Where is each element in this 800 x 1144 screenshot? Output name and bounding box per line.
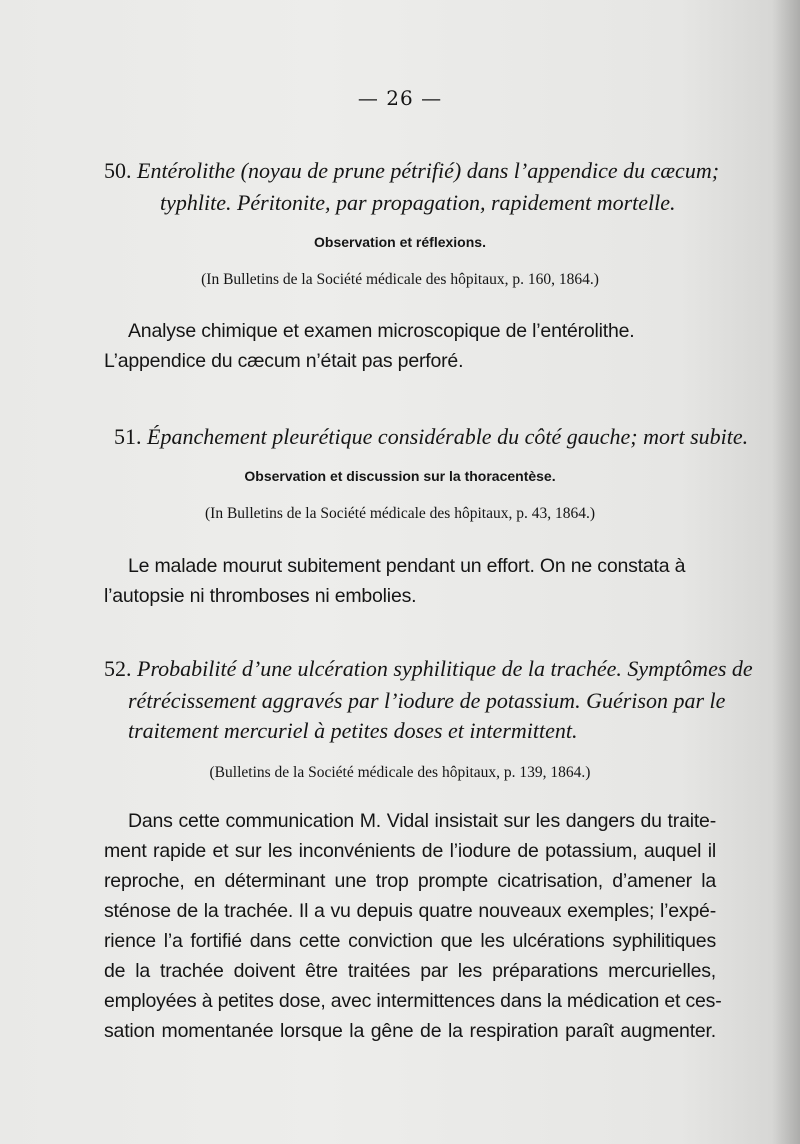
entry-51-title-line <box>114 424 748 450</box>
entry-52-body-line-6: de la trachée doivent être traitées par les préparations mercurielles, <box>104 960 716 982</box>
entry-52-body-line-5: rience l’a fortifié dans cette conviction que les ulcérations syphilitiques <box>104 930 716 952</box>
entry-50-number: 50. <box>104 158 137 183</box>
entry-52-body-line-3: reproche, en déterminant une trop prompte cicatrisation, d’amener la <box>104 870 716 892</box>
entry-52-reference: (Bulletins de la Société médicale des hôpitaux, p. 139, 1864.) <box>209 764 591 781</box>
entry-50-body-line-2: L’appendice du cæcum n’était pas perforé. <box>104 350 464 372</box>
entry-50-title-line-2 <box>160 190 676 216</box>
entry-52-body-line-8: sation momentanée lorsque la gêne de la respiration paraît augmenter. <box>104 1020 716 1042</box>
page-edge-shadow <box>772 0 800 1144</box>
entry-52-title-2: rétrécissement aggravés par l’iodure de potassium. Guérison par le <box>128 688 726 713</box>
entry-52-body-line-7: employées à petites dose, avec intermittences dans la médication et ces- <box>104 990 722 1012</box>
entry-50-reference: (In Bulletins de la Société médicale des hôpitaux, p. 160, 1864.) <box>201 271 599 288</box>
entry-52-title-1: Probabilité d’une ulcération syphilitique de la trachée. Symptômes de <box>137 656 753 681</box>
entry-51-reference: (In Bulletins de la Société médicale des hôpitaux, p. 43, 1864.) <box>205 505 595 522</box>
entry-51-title: Épanchement pleurétique considérable du côté gauche; mort subite. <box>147 424 749 449</box>
entry-52-title-line-3 <box>128 718 578 744</box>
entry-50-title-2: typhlite. Péritonite, par propagation, rapidement mortelle. <box>160 190 676 215</box>
entry-52-number: 52. <box>104 656 137 681</box>
entry-50-subtitle: Observation et réflexions. <box>314 234 486 250</box>
entry-52-title-line-1 <box>104 656 753 682</box>
entry-50-body-line-1: Analyse chimique et examen microscopique de l’entérolithe. <box>128 320 635 342</box>
entry-50-title-1: Entérolithe (noyau de prune pétrifié) dans l’appendice du cæcum; <box>137 158 720 183</box>
entry-51-body-line-1: Le malade mourut subitement pendant un effort. On ne constata à <box>128 555 686 577</box>
entry-52-title-line-2 <box>128 688 725 714</box>
entry-52-body-line-1: Dans cette communication M. Vidal insistait sur les dangers du traite- <box>128 810 716 832</box>
entry-52-title-3: traitement mercuriel à petites doses et intermittent. <box>128 718 578 743</box>
entry-51-subtitle: Observation et discussion sur la thoracentèse. <box>244 468 556 484</box>
entry-52-body-line-4: sténose de la trachée. Il a vu depuis quatre nouveaux exemples; l’expé- <box>104 900 716 922</box>
entry-51-body-line-2: l’autopsie ni thromboses ni embolies. <box>104 585 417 607</box>
entry-52-body-line-2: ment rapide et sur les inconvénients de l’iodure de potassium, auquel il <box>104 840 716 862</box>
page-number: — 26 — <box>357 86 443 110</box>
entry-51-number: 51. <box>114 424 147 449</box>
entry-50-title-line-1 <box>104 158 719 184</box>
